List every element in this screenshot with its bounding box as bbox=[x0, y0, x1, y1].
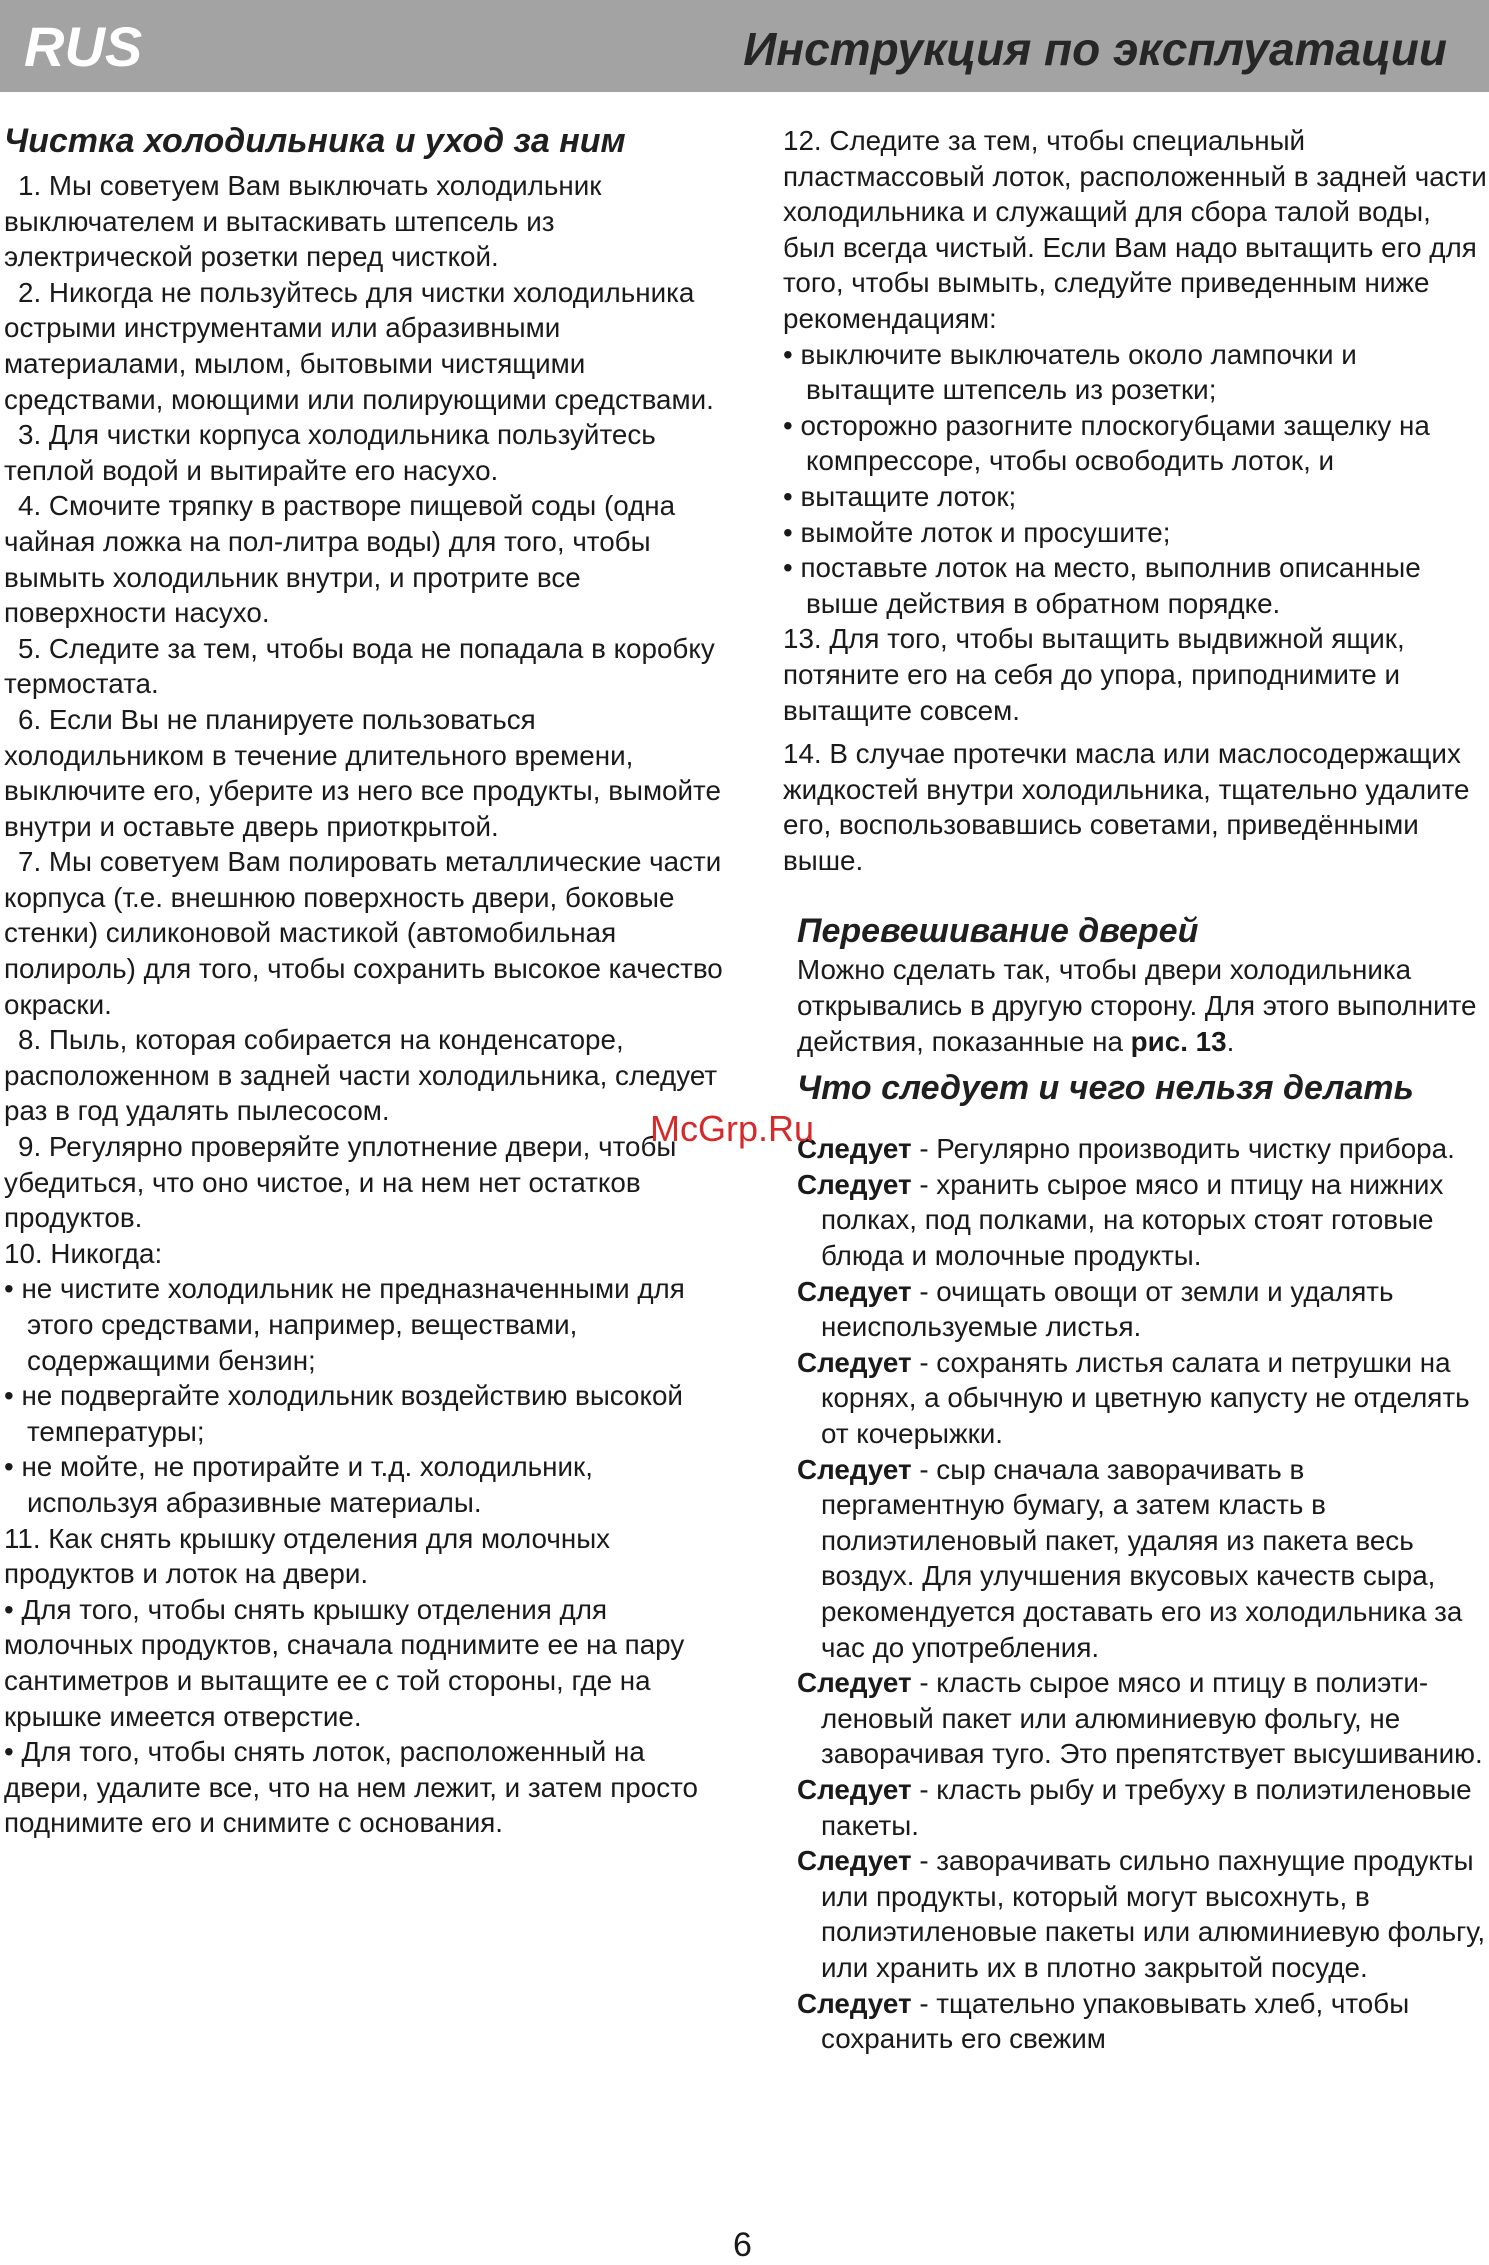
doors-paragraph bbox=[797, 952, 1489, 1059]
paragraph-4: 4. Смочите тряпку в растворе пищевой соды (одна чайная ложка на пол-литра воды) для того, чтобы вымыть холодильник внутри, и протрите все поверхности насухо. bbox=[4, 490, 676, 629]
dos-item bbox=[797, 1274, 1489, 1345]
dos-item bbox=[797, 1772, 1489, 1843]
dos-label: Следует bbox=[797, 1133, 912, 1165]
page-header bbox=[0, 0, 1489, 92]
dos-label: Следует bbox=[797, 1275, 912, 1307]
bullet-10-1: • не чистите холодильник не предназначенными для этого средствами, например, веществами, содержащими бензин; bbox=[4, 1273, 685, 1376]
bullet-12-4: • вымойте лоток и просушите; bbox=[783, 516, 1171, 548]
dos-label: Следует bbox=[797, 1667, 912, 1699]
paragraph-14: 14. В случае протечки масла или маслосодержащих жидкостей внутри холодильника, тщательно удалите его, воспользовавшись советами, приведёнными выше. bbox=[783, 738, 1470, 876]
figure-reference: рис. 13 bbox=[1130, 1025, 1227, 1057]
dos-item bbox=[797, 1452, 1489, 1666]
doors-text: Можно сделать так, чтобы двери холодильника открывались в другую сторону. Для этого выполните действия, показанные на bbox=[797, 954, 1477, 1057]
doors-section bbox=[797, 910, 1489, 2056]
paragraph-13: 13. Для того, чтобы вытащить выдвижной ящик, потяните его на себя до упора, приподнимите и вытащите совсем. bbox=[783, 623, 1405, 726]
dos-text: - заворачивать сильно пахнущие продукты или продукты, который могут высохнуть, в полиэтиленовые пакеты или алюминиевую фольгу, или хранить их в плотно закрытой посуде. bbox=[821, 1845, 1486, 1983]
paragraph-11b: • Для того, чтобы снять лоток, расположенный на двери, удалите все, что на нем лежит, и затем просто поднимите его и снимите с основания. bbox=[4, 1736, 698, 1839]
bullet-10-3: • не мойте, не протирайте и т.д. холодильник, используя абразивные материалы. bbox=[4, 1451, 593, 1518]
dos-text: - Регулярно производить чистку прибора. bbox=[911, 1133, 1455, 1165]
doors-end: . bbox=[1226, 1025, 1235, 1057]
dos-label: Следует bbox=[797, 1773, 912, 1805]
right-column bbox=[783, 123, 1489, 2057]
dos-text: - класть сырое мясо и птицу в полиэти-леновый пакет или алюминиевую фольгу, не заворачивая туго. Это препятствует высушиванию. bbox=[821, 1667, 1483, 1770]
bullet-12-1: • выключите выключатель около лампочки и вытащите штепсель из розетки; bbox=[783, 338, 1357, 406]
document-title: Инструкция по эксплуатации bbox=[743, 23, 1447, 75]
dos-text: - тщательно упаковывать хлеб, чтобы сохранить его свежим bbox=[821, 1987, 1410, 2055]
watermark: McGrp.Ru bbox=[650, 1108, 815, 1149]
dos-text: - очищать овощи от земли и удалять неиспользуемые листья. bbox=[821, 1275, 1394, 1343]
dos-item bbox=[797, 1345, 1489, 1452]
bullet-12-3: • вытащите лоток; bbox=[783, 480, 1017, 512]
paragraph-2: 2. Никогда не пользуйтесь для чистки холодильника острыми инструментами или абразивными материалами, мылом, бытовыми чистящими средствами, моющими или полирующими средствами. bbox=[4, 276, 714, 415]
cleaning-section-title: Чистка холодильника и уход за ним bbox=[4, 122, 626, 160]
dos-item bbox=[797, 1131, 1489, 1167]
dos-label: Следует bbox=[797, 1845, 912, 1877]
dos-section-title: Что следует и чего нельзя делать bbox=[797, 1069, 1414, 1108]
dos-item bbox=[797, 1167, 1489, 1274]
dos-label: Следует bbox=[797, 1987, 912, 2019]
dos-text: - сыр сначала заворачивать в пергаментную бумагу, а затем класть в полиэтиленовый пакет, удаляя из пакета весь воздух. Для улучшения вкусовых качеств сыра, рекомендуется доставать его из холодильника за час до употребления. bbox=[821, 1453, 1463, 1663]
paragraph-6: 6. Если Вы не планируете пользоваться холодильником в течение длительного времени, выключите его, уберите из него все продукты, вымойте внутри и оставьте дверь приоткрытой. bbox=[4, 703, 721, 842]
paragraph-5: 5. Следите за тем, чтобы вода не попадала в коробку термостата. bbox=[4, 632, 715, 700]
paragraph-3: 3. Для чистки корпуса холодильника пользуйтесь теплой водой и вытирайте его насухо. bbox=[4, 419, 656, 486]
dos-item bbox=[797, 1665, 1489, 1772]
bullet-12-5: • поставьте лоток на место, выполнив описанные выше действия в обратном порядке. bbox=[783, 552, 1421, 619]
paragraph-11a: • Для того, чтобы снять крышку отделения для молочных продуктов, сначала поднимите ее на пару сантиметров и вытащите ее с той стороны, где на крышке имеется отверстие. bbox=[4, 1593, 685, 1732]
language-label: RUS bbox=[24, 15, 143, 78]
dos-text: - сохранять листья салата и петрушки на корнях, а обычную и цветную капусту не отделять от кочерыжки. bbox=[821, 1346, 1470, 1449]
paragraph-9: 9. Регулярно проверяйте уплотнение двери, чтобы убедиться, что оно чистое, и на нем нет остатков продуктов. bbox=[4, 1131, 677, 1234]
paragraph-12: 12. Следите за тем, чтобы специальный пластмассовый лоток, расположенный в задней части холодильника и служащий для сбора талой воды, был всегда чистый. Если Вам надо вытащить его для того, чтобы вымыть, следуйте приведенным ниже рекомендациям: bbox=[783, 125, 1487, 334]
paragraph-7: 7. Мы советуем Вам полировать металлические части корпуса (т.е. внешнюю поверхность двери, боковые стенки) силиконовой мастикой (автомобильная полироль) для того, чтобы сохранить высокое качество окраски. bbox=[4, 846, 723, 1020]
paragraph-10: 10. Никогда: bbox=[4, 1237, 163, 1269]
bullet-12-2: • осторожно разогните плоскогубцами защелку на компрессоре, чтобы освободить лоток, и bbox=[783, 409, 1430, 477]
dos-text: - хранить сырое мясо и птицу на нижних полках, под полками, на которых стоят готовые блюда и молочные продукты. bbox=[821, 1168, 1444, 1272]
paragraph-1: 1. Мы советуем Вам выключать холодильник выключателем и вытаскивать штепсель из электрической розетки перед чисткой. bbox=[4, 170, 602, 273]
paragraph-11: 11. Как снять крышку отделения для молочных продуктов и лоток на двери. bbox=[4, 1522, 611, 1590]
dos-label: Следует bbox=[797, 1346, 912, 1378]
page-number: 6 bbox=[733, 2226, 752, 2264]
left-column bbox=[4, 120, 724, 1841]
dos-item bbox=[797, 1986, 1489, 2057]
dos-label: Следует bbox=[797, 1453, 912, 1485]
doors-section-title: Перевешивание дверей bbox=[797, 912, 1199, 951]
dos-label: Следует bbox=[797, 1168, 912, 1200]
paragraph-8: 8. Пыль, которая собирается на конденсаторе, расположенном в задней части холодильника, следует раз в год удалять пылесосом. bbox=[4, 1024, 718, 1127]
bullet-10-2: • не подвергайте холодильник воздействию высокой температуры; bbox=[4, 1380, 683, 1447]
dos-text: - класть рыбу и требуху в полиэтиленовые пакеты. bbox=[821, 1773, 1472, 1841]
dos-item bbox=[797, 1843, 1489, 1985]
